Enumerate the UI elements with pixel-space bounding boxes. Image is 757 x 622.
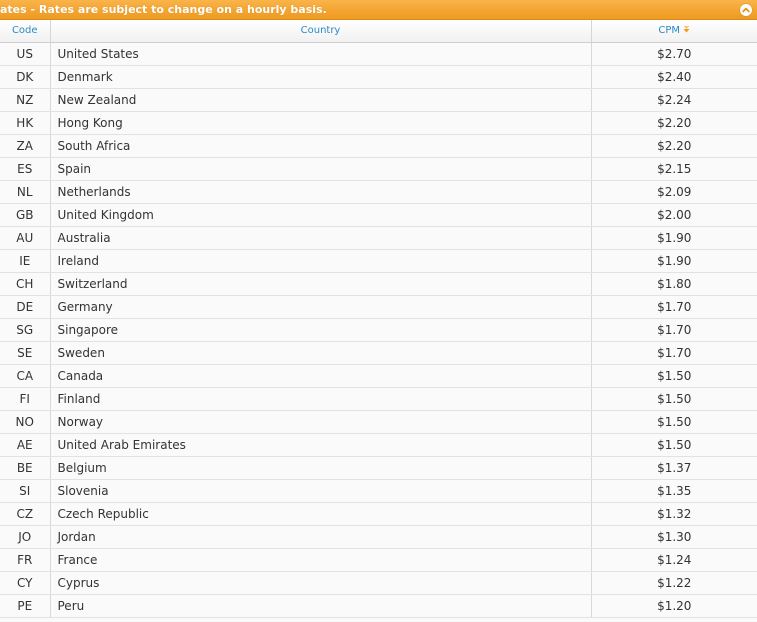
cell-cpm: $1.22 bbox=[591, 571, 757, 594]
collapse-button[interactable] bbox=[740, 4, 752, 16]
column-header-code[interactable] bbox=[0, 20, 50, 42]
cell-code: SG bbox=[0, 318, 50, 341]
cell-country: Hong Kong bbox=[50, 111, 591, 134]
column-header-label: Code bbox=[11, 25, 38, 37]
cell-code: NZ bbox=[0, 88, 50, 111]
cell-code: DK bbox=[0, 65, 50, 88]
table-header-row bbox=[0, 20, 757, 42]
cell-code: CZ bbox=[0, 502, 50, 525]
panel-header bbox=[0, 0, 757, 20]
cell-cpm: $2.70 bbox=[591, 42, 757, 65]
cell-cpm: $2.00 bbox=[591, 203, 757, 226]
cell-country: United Kingdom bbox=[50, 203, 591, 226]
cell-country: Slovenia bbox=[50, 479, 591, 502]
cell-country: Spain bbox=[50, 157, 591, 180]
table-row bbox=[0, 387, 757, 410]
cell-cpm: $1.50 bbox=[591, 433, 757, 456]
cell-country: Finland bbox=[50, 387, 591, 410]
cell-cpm: $1.80 bbox=[591, 272, 757, 295]
cell-cpm: $1.70 bbox=[591, 295, 757, 318]
cell-code: ZA bbox=[0, 134, 50, 157]
table-row bbox=[0, 502, 757, 525]
sort-descending-icon bbox=[683, 25, 690, 33]
cell-code: CH bbox=[0, 272, 50, 295]
cell-cpm: $2.20 bbox=[591, 134, 757, 157]
cell-cpm: $1.20 bbox=[591, 594, 757, 617]
table-row bbox=[0, 295, 757, 318]
panel-title: ates - Rates are subject to change on a hourly basis. bbox=[0, 3, 327, 16]
cell-code: SI bbox=[0, 479, 50, 502]
cell-country: Cyprus bbox=[50, 571, 591, 594]
cell-code: CA bbox=[0, 364, 50, 387]
table-row bbox=[0, 226, 757, 249]
cell-country: Sweden bbox=[50, 341, 591, 364]
cell-cpm: $2.09 bbox=[591, 180, 757, 203]
cell-country: United Arab Emirates bbox=[50, 433, 591, 456]
table-row bbox=[0, 42, 757, 65]
table-row bbox=[0, 594, 757, 617]
table-row bbox=[0, 479, 757, 502]
cell-country: Germany bbox=[50, 295, 591, 318]
cell-code: GB bbox=[0, 203, 50, 226]
table-row bbox=[0, 571, 757, 594]
cell-cpm: $1.50 bbox=[591, 410, 757, 433]
cell-code: NL bbox=[0, 180, 50, 203]
cell-country: Peru bbox=[50, 594, 591, 617]
cell-cpm: $1.35 bbox=[591, 479, 757, 502]
cell-cpm: $1.50 bbox=[591, 364, 757, 387]
table-row bbox=[0, 318, 757, 341]
table-row bbox=[0, 111, 757, 134]
cell-code: FI bbox=[0, 387, 50, 410]
cell-cpm: $1.37 bbox=[591, 456, 757, 479]
table-row bbox=[0, 272, 757, 295]
table-row bbox=[0, 203, 757, 226]
cell-cpm: $2.15 bbox=[591, 157, 757, 180]
cell-cpm: $1.30 bbox=[591, 525, 757, 548]
chevron-up-icon bbox=[740, 4, 752, 16]
cell-code: IE bbox=[0, 249, 50, 272]
cell-code: ES bbox=[0, 157, 50, 180]
cell-code: CY bbox=[0, 571, 50, 594]
cell-code: JO bbox=[0, 525, 50, 548]
cell-code: SE bbox=[0, 341, 50, 364]
cell-code: PE bbox=[0, 594, 50, 617]
cell-cpm: $2.40 bbox=[591, 65, 757, 88]
cell-code: BE bbox=[0, 456, 50, 479]
table-row bbox=[0, 341, 757, 364]
cell-cpm: $1.50 bbox=[591, 387, 757, 410]
table-row bbox=[0, 180, 757, 203]
cell-code: DE bbox=[0, 295, 50, 318]
table-row bbox=[0, 249, 757, 272]
cell-code: AE bbox=[0, 433, 50, 456]
table-row bbox=[0, 364, 757, 387]
cell-cpm: $1.70 bbox=[591, 318, 757, 341]
table-row bbox=[0, 410, 757, 433]
column-header-label: Country bbox=[300, 25, 341, 37]
cell-country: South Africa bbox=[50, 134, 591, 157]
cell-code: NO bbox=[0, 410, 50, 433]
table-row bbox=[0, 456, 757, 479]
table-row bbox=[0, 134, 757, 157]
table-row bbox=[0, 157, 757, 180]
cell-country: New Zealand bbox=[50, 88, 591, 111]
cell-cpm: $2.24 bbox=[591, 88, 757, 111]
cell-country: Norway bbox=[50, 410, 591, 433]
cell-cpm: $2.20 bbox=[591, 111, 757, 134]
cell-country: Switzerland bbox=[50, 272, 591, 295]
cell-country: Netherlands bbox=[50, 180, 591, 203]
table-row bbox=[0, 65, 757, 88]
cell-cpm: $1.90 bbox=[591, 226, 757, 249]
cell-country: Belgium bbox=[50, 456, 591, 479]
cell-code: US bbox=[0, 42, 50, 65]
cell-code: FR bbox=[0, 548, 50, 571]
column-header-label: CPM bbox=[658, 25, 681, 37]
rates-table bbox=[0, 20, 757, 618]
table-row bbox=[0, 548, 757, 571]
cell-country: Singapore bbox=[50, 318, 591, 341]
cell-country: Australia bbox=[50, 226, 591, 249]
table-row bbox=[0, 88, 757, 111]
table-row bbox=[0, 525, 757, 548]
cell-code: AU bbox=[0, 226, 50, 249]
cell-country: Czech Republic bbox=[50, 502, 591, 525]
cell-country: Ireland bbox=[50, 249, 591, 272]
cell-cpm: $1.32 bbox=[591, 502, 757, 525]
table-row bbox=[0, 433, 757, 456]
cell-country: France bbox=[50, 548, 591, 571]
column-header-cpm[interactable] bbox=[591, 20, 757, 42]
cell-cpm: $1.70 bbox=[591, 341, 757, 364]
cell-country: United States bbox=[50, 42, 591, 65]
cell-country: Canada bbox=[50, 364, 591, 387]
cell-cpm: $1.24 bbox=[591, 548, 757, 571]
cell-country: Jordan bbox=[50, 525, 591, 548]
cell-code: HK bbox=[0, 111, 50, 134]
column-header-country[interactable] bbox=[50, 20, 591, 42]
cell-country: Denmark bbox=[50, 65, 591, 88]
cell-cpm: $1.90 bbox=[591, 249, 757, 272]
